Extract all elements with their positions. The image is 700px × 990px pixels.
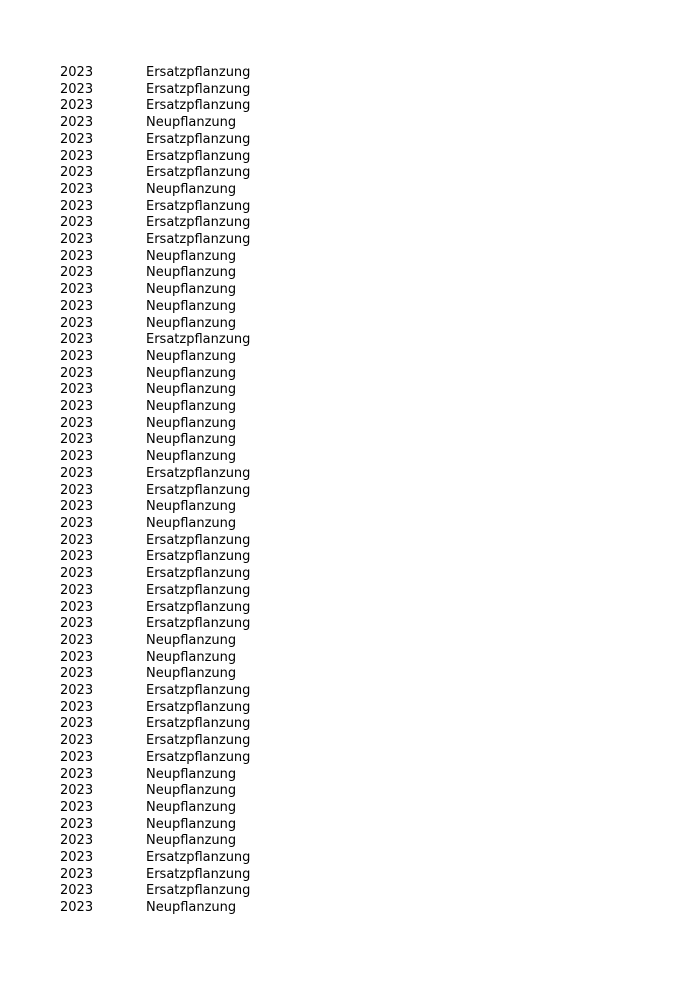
planting-type-cell: Neupflanzung — [146, 432, 237, 448]
year-cell: 2023 — [60, 833, 94, 849]
planting-type-cell: Neupflanzung — [146, 783, 237, 799]
planting-type-cell: Neupflanzung — [146, 315, 237, 331]
planting-type-cell: Neupflanzung — [146, 499, 237, 515]
year-cell: 2023 — [60, 81, 94, 97]
table-row — [60, 165, 346, 182]
year-cell: 2023 — [60, 232, 94, 248]
planting-type-cell: Neupflanzung — [146, 766, 237, 782]
planting-type-cell: Ersatzpflanzung — [146, 850, 251, 866]
table-row — [60, 700, 346, 717]
table-row — [60, 800, 346, 817]
table-row — [60, 683, 346, 700]
table-row — [60, 716, 346, 733]
planting-type-cell: Ersatzpflanzung — [146, 883, 251, 899]
table-row — [60, 349, 346, 366]
planting-type-cell: Ersatzpflanzung — [146, 532, 251, 548]
planting-type-cell: Ersatzpflanzung — [146, 616, 251, 632]
table-row — [60, 366, 346, 383]
table-row — [60, 850, 346, 867]
table-row — [60, 867, 346, 884]
year-cell: 2023 — [60, 298, 94, 314]
planting-type-cell: Neupflanzung — [146, 649, 237, 665]
year-cell: 2023 — [60, 783, 94, 799]
year-cell: 2023 — [60, 282, 94, 298]
table-row — [60, 650, 346, 667]
table-row — [60, 466, 346, 483]
planting-type-cell: Ersatzpflanzung — [146, 482, 251, 498]
year-cell: 2023 — [60, 566, 94, 582]
planting-type-cell: Neupflanzung — [146, 833, 237, 849]
planting-type-cell: Ersatzpflanzung — [146, 332, 251, 348]
year-cell: 2023 — [60, 883, 94, 899]
planting-type-cell: Neupflanzung — [146, 382, 237, 398]
table-row — [60, 783, 346, 800]
year-cell: 2023 — [60, 866, 94, 882]
table-row — [60, 65, 346, 82]
year-cell: 2023 — [60, 165, 94, 181]
planting-type-cell: Ersatzpflanzung — [146, 81, 251, 97]
year-cell: 2023 — [60, 198, 94, 214]
planting-type-cell: Ersatzpflanzung — [146, 465, 251, 481]
year-cell: 2023 — [60, 181, 94, 197]
planting-type-cell: Ersatzpflanzung — [146, 733, 251, 749]
planting-type-cell: Neupflanzung — [146, 348, 237, 364]
year-cell: 2023 — [60, 499, 94, 515]
year-cell: 2023 — [60, 215, 94, 231]
year-cell: 2023 — [60, 699, 94, 715]
year-cell: 2023 — [60, 399, 94, 415]
year-cell: 2023 — [60, 816, 94, 832]
planting-type-cell: Ersatzpflanzung — [146, 582, 251, 598]
year-cell: 2023 — [60, 65, 94, 80]
year-cell: 2023 — [60, 315, 94, 331]
year-cell: 2023 — [60, 115, 94, 131]
table-row — [60, 449, 346, 466]
table-row — [60, 733, 346, 750]
planting-type-cell: Ersatzpflanzung — [146, 165, 251, 181]
planting-type-cell: Ersatzpflanzung — [146, 232, 251, 248]
planting-type-cell: Ersatzpflanzung — [146, 866, 251, 882]
year-cell: 2023 — [60, 465, 94, 481]
year-cell: 2023 — [60, 148, 94, 164]
planting-type-cell: Ersatzpflanzung — [146, 148, 251, 164]
planting-type-cell: Neupflanzung — [146, 515, 237, 531]
table-row — [60, 282, 346, 299]
table-row — [60, 232, 346, 249]
table-row — [60, 900, 346, 917]
table-row — [60, 533, 346, 550]
year-cell: 2023 — [60, 733, 94, 749]
table-row — [60, 516, 346, 533]
table-row — [60, 215, 346, 232]
table-row — [60, 583, 346, 600]
planting-type-cell: Ersatzpflanzung — [146, 599, 251, 615]
table-row — [60, 767, 346, 784]
planting-table — [60, 65, 346, 917]
year-cell: 2023 — [60, 649, 94, 665]
planting-type-cell: Ersatzpflanzung — [146, 566, 251, 582]
table-row — [60, 633, 346, 650]
planting-type-cell: Ersatzpflanzung — [146, 699, 251, 715]
year-cell: 2023 — [60, 799, 94, 815]
planting-type-cell: Ersatzpflanzung — [146, 198, 251, 214]
planting-type-cell: Ersatzpflanzung — [146, 549, 251, 565]
year-cell: 2023 — [60, 365, 94, 381]
year-cell: 2023 — [60, 582, 94, 598]
year-cell: 2023 — [60, 632, 94, 648]
table-row — [60, 616, 346, 633]
planting-type-cell: Neupflanzung — [146, 900, 237, 916]
year-cell: 2023 — [60, 98, 94, 114]
planting-type-cell: Neupflanzung — [146, 632, 237, 648]
year-cell: 2023 — [60, 515, 94, 531]
year-cell: 2023 — [60, 850, 94, 866]
table-row — [60, 115, 346, 132]
year-cell: 2023 — [60, 131, 94, 147]
planting-type-cell: Ersatzpflanzung — [146, 98, 251, 114]
table-row — [60, 149, 346, 166]
year-cell: 2023 — [60, 449, 94, 465]
planting-type-cell: Ersatzpflanzung — [146, 683, 251, 699]
year-cell: 2023 — [60, 248, 94, 264]
table-row — [60, 666, 346, 683]
year-cell: 2023 — [60, 549, 94, 565]
table-row — [60, 399, 346, 416]
table-row — [60, 549, 346, 566]
year-cell: 2023 — [60, 432, 94, 448]
planting-type-cell: Neupflanzung — [146, 415, 237, 431]
planting-type-cell: Ersatzpflanzung — [146, 215, 251, 231]
year-cell: 2023 — [60, 382, 94, 398]
planting-type-cell: Ersatzpflanzung — [146, 65, 251, 80]
planting-type-cell: Neupflanzung — [146, 365, 237, 381]
table-row — [60, 817, 346, 834]
planting-type-cell: Neupflanzung — [146, 181, 237, 197]
planting-type-cell: Neupflanzung — [146, 298, 237, 314]
year-cell: 2023 — [60, 666, 94, 682]
planting-type-cell: Neupflanzung — [146, 666, 237, 682]
table-row — [60, 499, 346, 516]
planting-type-cell: Neupflanzung — [146, 816, 237, 832]
year-cell: 2023 — [60, 532, 94, 548]
year-cell: 2023 — [60, 900, 94, 916]
planting-type-cell: Ersatzpflanzung — [146, 749, 251, 765]
table-row — [60, 98, 346, 115]
planting-type-cell: Neupflanzung — [146, 399, 237, 415]
table-row — [60, 382, 346, 399]
planting-type-cell: Ersatzpflanzung — [146, 716, 251, 732]
table-row — [60, 483, 346, 500]
year-cell: 2023 — [60, 415, 94, 431]
year-cell: 2023 — [60, 265, 94, 281]
table-row — [60, 182, 346, 199]
table-row — [60, 265, 346, 282]
year-cell: 2023 — [60, 716, 94, 732]
year-cell: 2023 — [60, 332, 94, 348]
table-row — [60, 316, 346, 333]
year-cell: 2023 — [60, 616, 94, 632]
year-cell: 2023 — [60, 482, 94, 498]
year-cell: 2023 — [60, 683, 94, 699]
planting-type-cell: Neupflanzung — [146, 115, 237, 131]
year-cell: 2023 — [60, 749, 94, 765]
table-row — [60, 299, 346, 316]
table-row — [60, 132, 346, 149]
table-row — [60, 566, 346, 583]
planting-type-cell: Neupflanzung — [146, 449, 237, 465]
table-row — [60, 416, 346, 433]
table-row — [60, 82, 346, 99]
year-cell: 2023 — [60, 348, 94, 364]
table-row — [60, 432, 346, 449]
planting-type-cell: Neupflanzung — [146, 799, 237, 815]
table-row — [60, 750, 346, 767]
year-cell: 2023 — [60, 599, 94, 615]
table-row — [60, 249, 346, 266]
year-cell: 2023 — [60, 766, 94, 782]
table-row — [60, 600, 346, 617]
table-row — [60, 332, 346, 349]
table-row — [60, 833, 346, 850]
planting-type-cell: Neupflanzung — [146, 248, 237, 264]
planting-type-cell: Ersatzpflanzung — [146, 131, 251, 147]
planting-type-cell: Neupflanzung — [146, 282, 237, 298]
table-row — [60, 883, 346, 900]
planting-type-cell: Neupflanzung — [146, 265, 237, 281]
table-body — [60, 65, 346, 917]
table-row — [60, 199, 346, 216]
